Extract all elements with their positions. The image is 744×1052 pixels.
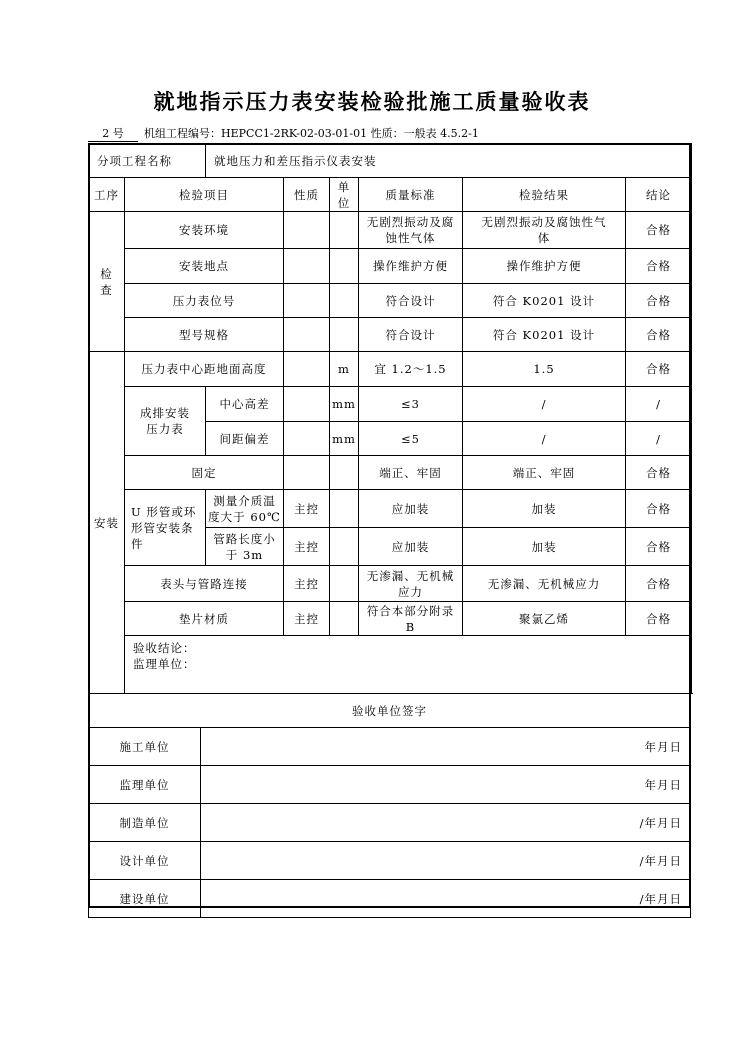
signature-date: /年月日 [201, 842, 691, 880]
project-row [89, 144, 692, 178]
header-row [89, 178, 692, 212]
result-cell: / [463, 387, 626, 422]
nature-cell [284, 212, 330, 249]
result-cell: 符合 K0201 设计 [463, 284, 626, 318]
header-result: 检验结果 [463, 178, 626, 212]
table-row [89, 387, 692, 422]
result-cell: / [463, 422, 626, 456]
result-cell: 端正、牢固 [463, 456, 626, 490]
install-item: 压力表中心距地面高度 [125, 352, 284, 387]
project-label: 分项工程名称 [89, 144, 206, 178]
signature-unit: 监理单位 [89, 766, 201, 804]
table-row [89, 602, 692, 636]
signature-row [89, 804, 691, 842]
install-item: 表头与管路连接 [125, 566, 284, 602]
check-item: 安装环境 [125, 212, 284, 249]
check-item: 压力表位号 [125, 284, 284, 318]
nature-cell [284, 318, 330, 352]
signature-date: /年月日 [201, 880, 691, 918]
unit-cell [330, 284, 359, 318]
batch-install-label: 成排安装压力表 [125, 387, 206, 456]
nature-cell: 主控 [284, 528, 330, 566]
check-item: 型号规格 [125, 318, 284, 352]
conclusion-cell: / [626, 387, 692, 422]
supervisor-unit-label: 监理单位： [133, 657, 196, 671]
header-nature: 性质 [284, 178, 330, 212]
nature-cell [284, 387, 330, 422]
result-cell: 无渗漏、无机械应力 [463, 566, 626, 602]
conclusion-cell: 合格 [626, 490, 692, 528]
unit-cell [330, 528, 359, 566]
conclusion-cell: 合格 [626, 212, 692, 249]
unit-cell [330, 566, 359, 602]
standard-cell: 符合设计 [359, 284, 463, 318]
table-row [89, 456, 692, 490]
install-item: 间距偏差 [206, 422, 284, 456]
signature-date: 年月日 [201, 766, 691, 804]
project-value: 就地压力和差压指示仪表安装 [206, 144, 692, 178]
table-row [89, 352, 692, 387]
signature-row [89, 842, 691, 880]
unit-cell [330, 456, 359, 490]
conclusion-cell: 合格 [626, 456, 692, 490]
install-group-label: 安装 [89, 352, 125, 694]
header-process: 工序 [89, 178, 125, 212]
signature-row [89, 880, 691, 918]
standard-cell: 宜 1.2～1.5 [359, 352, 463, 387]
result-cell: 加装 [463, 490, 626, 528]
conclusion-cell: 合格 [626, 249, 692, 284]
table-row [89, 249, 692, 284]
nature-cell: 主控 [284, 490, 330, 528]
inspection-table [88, 143, 692, 694]
signature-unit: 施工单位 [89, 728, 201, 766]
unit-cell [330, 212, 359, 249]
notes-row [89, 636, 692, 694]
standard-cell: 应加装 [359, 528, 463, 566]
standard-cell: ≤3 [359, 387, 463, 422]
standard-cell: 无渗漏、无机械应力 [359, 566, 463, 602]
unit-cell [330, 318, 359, 352]
form-code-text: 机组工程编号：HEPCC1-2RK-02-03-01-01 性质：一般表 4.5.2-1 [144, 127, 479, 140]
signature-row [89, 766, 691, 804]
unit-cell: mm [330, 387, 359, 422]
table-row [89, 490, 692, 528]
install-item: 固定 [125, 456, 284, 490]
standard-cell: 应加装 [359, 490, 463, 528]
nature-cell [284, 284, 330, 318]
table-row [89, 318, 692, 352]
standard-cell: 无剧烈振动及腐蚀性气体 [359, 212, 463, 249]
install-item: 中心高差 [206, 387, 284, 422]
signature-unit: 设计单位 [89, 842, 201, 880]
standard-cell: 符合设计 [359, 318, 463, 352]
check-item: 安装地点 [125, 249, 284, 284]
notes-cell [125, 636, 692, 694]
unit-cell [330, 490, 359, 528]
conclusion-cell: 合格 [626, 318, 692, 352]
nature-cell: 主控 [284, 602, 330, 636]
nature-cell [284, 422, 330, 456]
result-cell: 符合 K0201 设计 [463, 318, 626, 352]
result-cell: 加装 [463, 528, 626, 566]
nature-cell: 主控 [284, 566, 330, 602]
utube-label: U 形管或环形管安装条件 [125, 490, 206, 566]
signature-row [89, 728, 691, 766]
install-item: 测量介质温度大于 60℃ [206, 490, 284, 528]
unit-cell [330, 249, 359, 284]
page-title: 就地指示压力表安装检验批施工质量验收表 [153, 90, 591, 114]
signature-header: 验收单位签字 [88, 693, 691, 728]
standard-cell: ≤5 [359, 422, 463, 456]
result-cell: 操作维护方便 [463, 249, 626, 284]
standard-cell: 符合本部分附录 B [359, 602, 463, 636]
header-item: 检验项目 [125, 178, 284, 212]
table-row [89, 284, 692, 318]
acceptance-conclusion-label: 验收结论： [133, 641, 196, 655]
signature-date: 年月日 [201, 728, 691, 766]
result-cell: 聚氯乙烯 [463, 602, 626, 636]
header-conclusion: 结论 [626, 178, 692, 212]
conclusion-cell: 合格 [626, 352, 692, 387]
conclusion-cell: 合格 [626, 528, 692, 566]
signature-unit: 制造单位 [89, 804, 201, 842]
result-cell: 1.5 [463, 352, 626, 387]
install-item: 管路长度小于 3m [206, 528, 284, 566]
header-unit: 单位 [330, 178, 359, 212]
unit-cell: m [330, 352, 359, 387]
signature-unit: 建设单位 [89, 880, 201, 918]
unit-cell [330, 602, 359, 636]
nature-cell [284, 352, 330, 387]
result-cell: 无剧烈振动及腐蚀性气体 [463, 212, 626, 249]
check-group-label: 检 查 [89, 212, 125, 352]
signature-table [88, 727, 691, 918]
signature-date: /年月日 [201, 804, 691, 842]
nature-cell [284, 249, 330, 284]
header-standard: 质量标准 [359, 178, 463, 212]
install-item: 垫片材质 [125, 602, 284, 636]
unit-cell: mm [330, 422, 359, 456]
unit-number: 2 号 [88, 125, 138, 142]
conclusion-cell: 合格 [626, 602, 692, 636]
conclusion-cell: 合格 [626, 566, 692, 602]
nature-cell [284, 456, 330, 490]
conclusion-cell: / [626, 422, 692, 456]
conclusion-cell: 合格 [626, 284, 692, 318]
standard-cell: 操作维护方便 [359, 249, 463, 284]
standard-cell: 端正、牢固 [359, 456, 463, 490]
table-row [89, 212, 692, 249]
form-meta-line [88, 125, 479, 142]
table-row [89, 566, 692, 602]
